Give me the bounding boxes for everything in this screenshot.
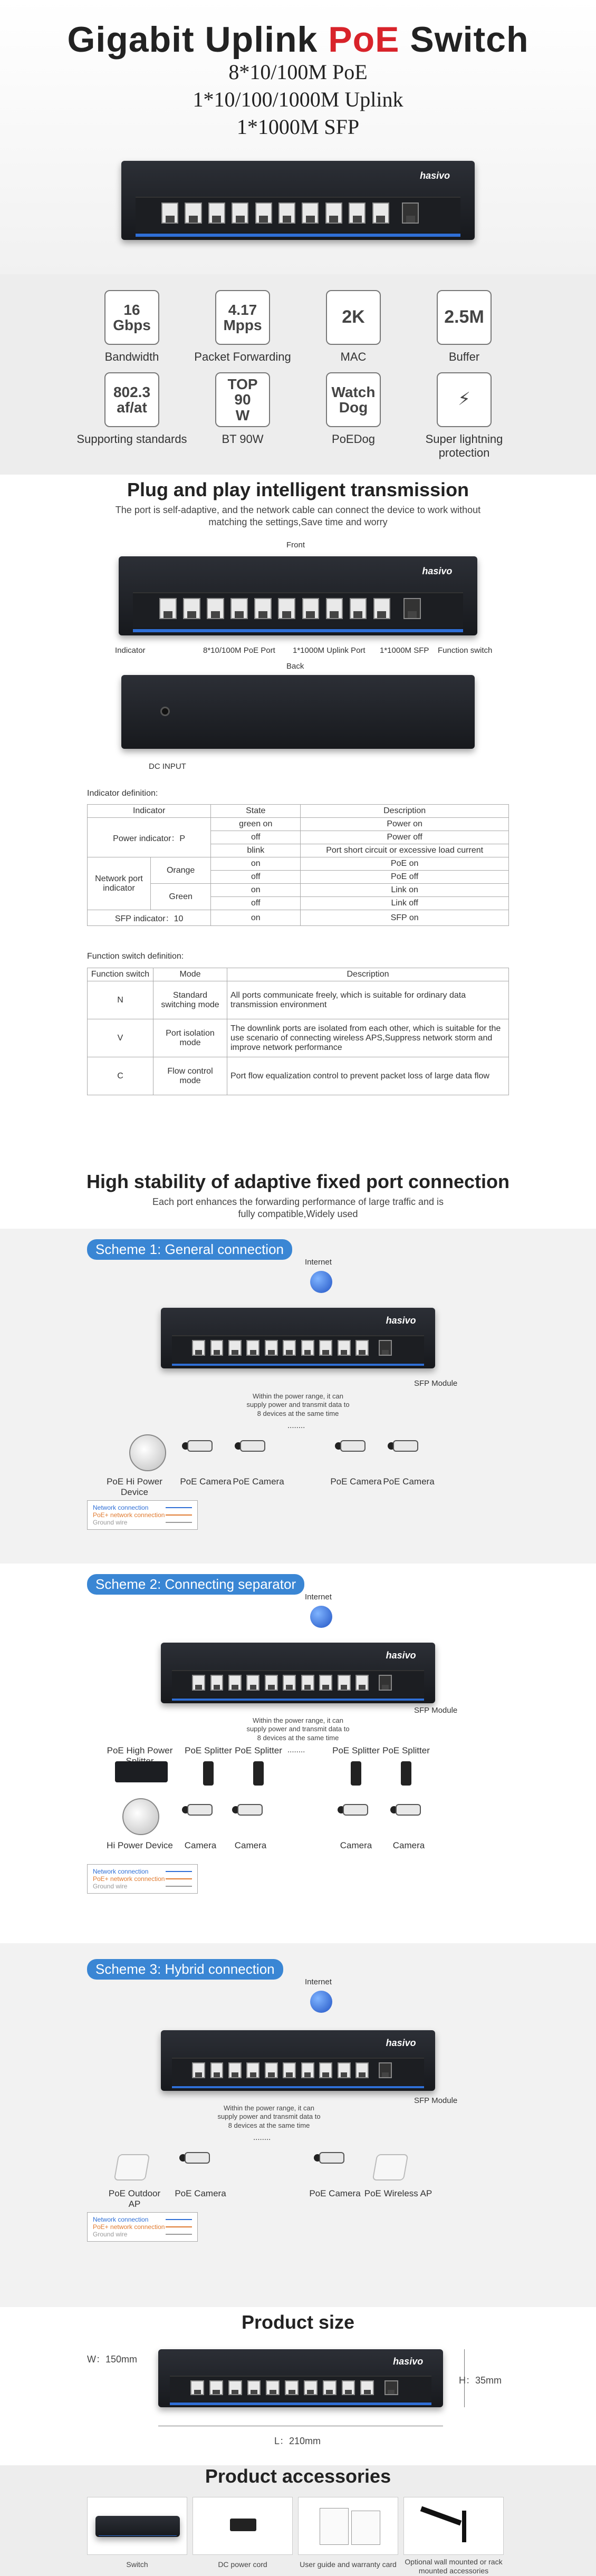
height-dim: H：35mm [459,2375,502,2386]
back-switch-image [121,675,475,749]
ethernet-port [161,202,178,223]
spec-item [409,372,520,460]
ethernet-port [185,202,201,223]
camera-icon [314,2149,345,2170]
ethernet-port [325,202,342,223]
hero-line-2: 1*10/100/1000M Uplink [193,88,403,112]
ethernet-port [338,1340,351,1356]
ethernet-port [232,202,248,223]
front-label: Front [286,541,305,549]
ethernet-port [372,202,389,223]
size-switch-image: hasivo [158,2349,443,2407]
acc-label-switch: Switch [126,2560,148,2569]
scheme2-device-3: Camera [234,1840,267,1850]
ethernet-port [246,1340,259,1356]
length-dim: L：210mm [274,2436,321,2446]
splitter-icon [203,1761,214,1786]
sfp-module-label: SFP Module [414,1706,458,1715]
ethernet-port [183,598,200,619]
outdoor-ap-icon [114,2154,150,2181]
camera-icon [338,1801,369,1822]
sfp-port [402,202,419,223]
scheme2-title: Scheme 2: Connecting separator [87,1574,304,1595]
scheme1-device-1: PoE Hi Power Device [107,1477,162,1497]
ethernet-port [373,598,391,619]
splitter-icon [351,1761,361,1786]
ethernet-port [302,598,320,619]
hero-switch-image [121,161,475,240]
ethernet-port [319,1675,332,1691]
spec-item [187,290,298,364]
acc-mount-image [403,2497,504,2555]
ethernet-port [190,2380,204,2396]
ethernet-port [266,2380,280,2396]
range-note: Within the power range, it can supply power and transmit data to 8 devices at the same time [217,2104,321,2129]
buffer-icon: 2.5M [437,290,492,345]
ethernet-port [254,598,272,619]
ethernet-port [301,1675,314,1691]
ethernet-port [192,2062,205,2078]
ethernet-port [278,202,295,223]
spec-label: Super lightning protection [425,432,503,459]
ethernet-port [319,1340,332,1356]
bandwidth-icon: 16 Gbps [104,290,159,345]
camera-icon [182,1437,214,1458]
ethernet-port [265,1675,278,1691]
range-dots: ........ [253,2133,271,2142]
spec-item [409,290,520,364]
ethernet-port [246,1675,259,1691]
ethernet-port [355,1340,369,1356]
sfp-port [403,598,421,619]
ethernet-port [323,2380,337,2396]
ethernet-port [338,2062,351,2078]
wireless-ap-icon [372,2154,409,2181]
scheme2-device-1: Hi Power Device [107,1840,173,1850]
ethernet-port [247,2380,261,2396]
ethernet-port [192,1340,205,1356]
scheme1-switch: hasivo [161,1308,435,1368]
ethernet-port [192,1675,205,1691]
scheme2-switch: hasivo [161,1643,435,1703]
mac-icon: 2K [326,290,381,345]
scheme3-switch: hasivo [161,2030,435,2091]
camera-icon [232,1801,264,1822]
dc-input-label: DC INPUT [149,762,186,771]
scheme2-device-5: Camera [392,1840,425,1850]
camera-icon [390,1801,422,1822]
ethernet-port [265,1340,278,1356]
splitter-icon [253,1761,264,1786]
scheme1-device-2: PoE Camera [180,1477,232,1487]
ethernet-port [209,2380,223,2396]
ethernet-port [349,202,366,223]
spec-item [76,290,187,364]
ethernet-port [255,202,272,223]
camera-icon [235,1437,266,1458]
acc-power-cord-image [193,2497,293,2555]
ethernet-port [265,2062,278,2078]
scheme3-title: Scheme 3: Hybrid connection [87,1959,283,1980]
spec-label: Supporting standards [76,432,187,446]
ptz-camera-icon [122,1798,159,1835]
ethernet-port [278,598,295,619]
sfp-port [379,1675,392,1691]
standard-icon: 802.3 af/at [104,372,159,427]
scheme3-device-3: PoE Camera [309,2188,361,2198]
scheme2-splitter-4: PoE Splitter [332,1745,380,1755]
ethernet-port [246,2062,259,2078]
dc-input-port [160,707,170,716]
ethernet-port [302,202,319,223]
ethernet-port [210,2062,224,2078]
ethernet-port [283,1675,296,1691]
ethernet-port [210,1340,224,1356]
indicator-table: Indicator State Description Power indicator：P green on Power on off Power off blink Port short circuit or excessive load current Network port indicator Orange on PoE on off PoE off Green on Link on off Link off SFP indicator：10 on SFP on [87,804,509,926]
range-note: Within the power range, it can supply power and transmit data to 8 devices at the same time [246,1716,350,1742]
sfp-module-label: SFP Module [414,2096,458,2105]
indicator-caption: Indicator definition: [87,789,158,798]
ethernet-port [326,598,343,619]
spec-label: MAC [340,350,367,363]
sfp-port [379,2062,392,2078]
ethernet-port [230,598,248,619]
sfp-port [384,2380,398,2396]
hero-title: Gigabit Uplink PoE Switch [67,20,529,60]
scheme2-splitter-1: PoE High Power [107,1745,173,1755]
brand-logo: hasivo [420,170,450,181]
scheme2-splitter-3: PoE Splitter [235,1745,282,1755]
callout-uplink-port: 1*1000M Uplink Port [293,646,366,655]
sfp-port [379,1340,392,1356]
scheme1-title: Scheme 1: General connection [87,1239,292,1260]
range-dots: ........ [287,1421,305,1430]
internet-globe-icon [310,1271,332,1293]
acc-switch-image [87,2497,187,2555]
scheme2-legend: Network connection PoE+ network connection Ground wire [87,1864,198,1894]
width-dim: W：150mm [87,2354,138,2365]
scheme1-legend: Network connection PoE+ network connection Ground wire [87,1500,198,1530]
ethernet-port [355,1675,369,1691]
ethernet-port [228,2062,242,2078]
acc-user-guide-image [298,2497,398,2555]
scheme2-device-2: Camera [184,1840,217,1850]
scheme3-device-2: PoE Camera [175,2188,226,2198]
spec-item [298,290,409,364]
ethernet-port [207,598,224,619]
scheme3-device-1: PoE Outdoor AP [108,2188,161,2209]
high-power-splitter-icon [115,1761,168,1782]
hero-line-3: 1*1000M SFP [236,115,360,139]
power-icon: TOP 90 W [215,372,270,427]
stability-title: High stability of adaptive fixed port connection [86,1171,510,1192]
range-dots: ........ [287,1745,305,1754]
spec-label: Buffer [448,350,480,363]
internet-label: Internet [305,1258,332,1267]
ethernet-port [342,2380,355,2396]
spec-label: Bandwidth [104,350,159,363]
spec-item [76,372,187,460]
forwarding-icon: 4.17 Mpps [215,290,270,345]
ethernet-port [210,1675,224,1691]
callout-function-switch: Function switch [438,646,493,655]
scheme3-section [0,1943,596,2307]
internet-label: Internet [305,1977,332,1986]
internet-globe-icon [310,1606,332,1628]
plug-title: Plug and play intelligent transmission [127,479,469,500]
ethernet-port [285,2380,299,2396]
spec-item [298,372,409,460]
scheme1-device-4: PoE Camera [330,1477,382,1487]
camera-icon [182,1801,214,1822]
ethernet-port [228,1340,242,1356]
ethernet-port [228,1675,242,1691]
ethernet-port [304,2380,318,2396]
ethernet-port [355,2062,369,2078]
camera-icon [179,2149,211,2170]
ethernet-port [159,598,177,619]
sfp-module-label: SFP Module [414,1379,458,1388]
scheme2-device-4: Camera [340,1840,372,1850]
callout-indicator: Indicator [115,646,146,655]
plug-play-section [0,475,596,1160]
plug-desc: The port is self-adaptive, and the network cable can connect the device to work without matching the settings,Save time and worry [115,505,481,528]
ethernet-port [283,2062,296,2078]
camera-icon [335,1437,367,1458]
product-size-section [0,2307,596,2465]
camera-icon [388,1437,419,1458]
back-label: Back [286,662,304,671]
spec-item [187,372,298,460]
scheme1-device-5: PoE Camera [383,1477,435,1487]
function-table: Function switch Mode Description N Standard switching mode All ports communicate freely, which is suitable for ordinary data transmission environment V Port isolation mode The downlink ports are isolated from each other, which is suitable for the use scenario of connecting wireless APS,Suppress network storm and improve network performance C Flow control mode Port flow equalization control to prevent packet loss of large data flow [87,968,509,1095]
lightning-shield-icon: ⚡ [437,372,492,427]
spec-label: BT 90W [222,432,264,446]
scheme3-device-4: PoE Wireless AP [364,2188,432,2198]
specs-section [0,274,596,475]
ethernet-port [338,1675,351,1691]
stability-section [0,1160,596,1229]
scheme1-device-3: PoE Camera [233,1477,284,1487]
function-caption: Function switch definition: [87,952,184,961]
scheme2-splitter-2: PoE Splitter [185,1745,232,1755]
ethernet-port [301,1340,314,1356]
range-note: Within the power range, it can supply power and transmit data to 8 devices at the same time [246,1392,350,1417]
spec-grid [0,290,596,460]
scheme2-splitter-5: PoE Splitter [382,1745,430,1755]
acc-label-power-cord: DC power cord [218,2560,267,2569]
accessories-section [0,2465,596,2576]
scheme3-legend: Network connection PoE+ network connection Ground wire [87,2212,198,2242]
scheme1-section [0,1229,596,1564]
ethernet-port [350,598,367,619]
watchdog-icon: Watch Dog [326,372,381,427]
size-title: Product size [241,2311,355,2333]
spec-label: PoEDog [332,432,375,446]
acc-label-mount: Optional wall mounted or rack mounted accessories [405,2558,503,2575]
acc-label-user-guide: User guide and warranty card [300,2560,397,2569]
accessories-title: Product accessories [205,2465,391,2487]
ethernet-port [283,1340,296,1356]
scheme2-section [0,1564,596,1943]
ptz-camera-icon [129,1434,166,1471]
internet-globe-icon [310,1991,332,2013]
hero-section [0,0,596,274]
internet-label: Internet [305,1593,332,1601]
front-switch-image: hasivo [119,556,477,635]
hero-line-1: 8*10/100M PoE [228,60,368,84]
callout-poe-port: 8*10/100M PoE Port [203,646,275,655]
stability-desc: Each port enhances the forwarding performance of large traffic and is fully compatible,Widely used [152,1197,444,1220]
ethernet-port [360,2380,374,2396]
callout-sfp: 1*1000M SFP [380,646,429,655]
ethernet-port [208,202,225,223]
ethernet-port [301,2062,314,2078]
ethernet-port [319,2062,332,2078]
splitter-icon [401,1761,411,1786]
spec-label: Packet Forwarding [194,350,291,363]
ethernet-port [228,2380,242,2396]
